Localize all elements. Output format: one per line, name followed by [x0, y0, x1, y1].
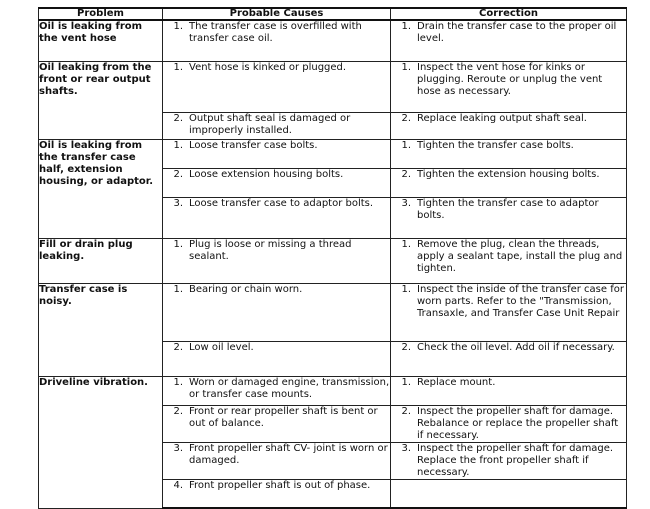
problem-cell: Oil is leaking from the transfer case half, extension housing, or adaptor. — [39, 139, 163, 238]
correction-number: 2. — [401, 112, 411, 124]
correction-number: 3. — [401, 197, 411, 209]
correction-cell — [391, 376, 627, 405]
correction-item — [391, 406, 626, 442]
correction-cell — [391, 341, 627, 376]
header-correction: Correction — [391, 8, 627, 20]
correction-number: 1. — [401, 283, 411, 295]
cause-cell — [163, 20, 391, 61]
cause-number: 2. — [173, 112, 183, 124]
cause-item — [163, 342, 390, 354]
cause-text: Front propeller shaft CV- joint is worn or damaged. — [189, 442, 388, 466]
cause-cell — [163, 61, 391, 112]
correction-cell — [391, 197, 627, 238]
cause-number: 4. — [173, 479, 183, 491]
correction-item — [391, 342, 626, 354]
cause-item — [163, 140, 390, 152]
cause-text: Loose transfer case to adaptor bolts. — [189, 197, 374, 209]
problem-cell: Fill or drain plug leaking. — [39, 238, 163, 283]
correction-text: Remove the plug, clean the threads, apply a sealant tape, install the plug and tighten. — [417, 238, 623, 274]
problem-cell: Driveline vibration. — [39, 376, 163, 508]
correction-text: Inspect the propeller shaft for damage. Replace the front propeller shaft if necessary. — [417, 442, 614, 478]
cause-text: Vent hose is kinked or plugged. — [189, 61, 347, 73]
cause-text: Loose extension housing bolts. — [189, 168, 344, 180]
header-probable-causes: Probable Causes — [163, 8, 391, 20]
correction-cell — [391, 139, 627, 168]
correction-number: 2. — [401, 168, 411, 180]
troubleshooting-table — [38, 7, 627, 509]
table-row — [39, 283, 627, 341]
table-row — [39, 376, 627, 405]
table-row — [39, 238, 627, 283]
cause-cell — [163, 112, 391, 139]
correction-item — [391, 113, 626, 125]
correction-item — [391, 443, 626, 479]
correction-cell — [391, 442, 627, 479]
correction-cell — [391, 405, 627, 442]
cause-text: Output shaft seal is damaged or improperly installed. — [189, 112, 351, 136]
cause-text: Low oil level. — [189, 341, 254, 353]
cause-cell — [163, 283, 391, 341]
cause-number: 2. — [173, 405, 183, 417]
correction-number: 1. — [401, 139, 411, 151]
cause-text: Front or rear propeller shaft is bent or out of balance. — [189, 405, 378, 429]
cause-text: The transfer case is overfilled with transfer case oil. — [189, 21, 362, 44]
cause-cell — [163, 405, 391, 442]
correction-cell — [391, 238, 627, 283]
table-row — [39, 20, 627, 61]
cause-cell — [163, 168, 391, 197]
table-header-row — [39, 8, 627, 20]
problem-cell: Oil leaking from the front or rear output shafts. — [39, 61, 163, 139]
correction-item — [391, 377, 626, 389]
correction-item — [391, 62, 626, 98]
correction-text: Inspect the inside of the transfer case for worn parts. Refer to the "Transmission, Transaxle, and Transfer Case Unit Repair — [417, 283, 624, 319]
correction-text: Tighten the transfer case to adaptor bolts. — [417, 197, 599, 221]
cause-number: 3. — [173, 442, 183, 454]
cause-item — [163, 443, 390, 467]
correction-cell — [391, 283, 627, 341]
cause-item — [163, 169, 390, 181]
cause-cell — [163, 238, 391, 283]
correction-number: 1. — [401, 376, 411, 388]
problem-cell: Oil is leaking from the vent hose — [39, 20, 163, 61]
cause-item — [163, 198, 390, 210]
cause-item — [163, 406, 390, 430]
correction-item — [391, 284, 626, 320]
cause-item — [163, 284, 390, 296]
cause-cell — [163, 479, 391, 508]
correction-text: Tighten the transfer case bolts. — [417, 139, 574, 151]
cause-number: 1. — [173, 238, 183, 250]
correction-number: 1. — [401, 21, 411, 32]
table-body — [39, 20, 627, 508]
correction-cell — [391, 20, 627, 61]
cause-cell — [163, 376, 391, 405]
cause-number: 2. — [173, 168, 183, 180]
correction-text: Drain the transfer case to the proper oil level. — [417, 21, 617, 44]
correction-cell — [391, 61, 627, 112]
cause-number: 2. — [173, 341, 183, 353]
correction-item — [391, 198, 626, 222]
correction-number: 2. — [401, 341, 411, 353]
correction-number: 1. — [401, 61, 411, 73]
table-row — [39, 61, 627, 112]
cause-text: Bearing or chain worn. — [189, 283, 303, 295]
cause-number: 1. — [173, 61, 183, 73]
cause-cell — [163, 341, 391, 376]
cause-cell — [163, 442, 391, 479]
cause-item — [163, 239, 390, 263]
cause-number: 1. — [173, 139, 183, 151]
cause-number: 3. — [173, 197, 183, 209]
cause-item — [163, 21, 390, 45]
correction-text: Replace mount. — [417, 376, 496, 388]
correction-item — [391, 140, 626, 152]
correction-number: 2. — [401, 405, 411, 417]
table-row — [39, 139, 627, 168]
correction-text: Inspect the propeller shaft for damage. Rebalance or replace the propeller shaft if necessary. — [417, 405, 619, 441]
correction-text: Replace leaking output shaft seal. — [417, 112, 587, 124]
cause-number: 1. — [173, 21, 183, 32]
cause-text: Plug is loose or missing a thread sealant. — [189, 238, 352, 262]
cause-number: 1. — [173, 283, 183, 295]
cause-item — [163, 480, 390, 492]
correction-item — [391, 239, 626, 275]
correction-number: 3. — [401, 442, 411, 454]
cause-text: Loose transfer case bolts. — [189, 139, 318, 151]
correction-item — [391, 21, 626, 45]
problem-cell: Transfer case is noisy. — [39, 283, 163, 376]
cause-item — [163, 113, 390, 137]
correction-item — [391, 169, 626, 181]
cause-text: Front propeller shaft is out of phase. — [189, 479, 371, 491]
correction-number: 1. — [401, 238, 411, 250]
cause-item — [163, 377, 390, 401]
correction-cell — [391, 168, 627, 197]
correction-cell — [391, 112, 627, 139]
correction-text: Check the oil level. Add oil if necessary. — [417, 341, 615, 353]
correction-cell — [391, 479, 627, 508]
correction-text: Inspect the vent hose for kinks or plugging. Reroute or unplug the vent hose as necessary. — [417, 61, 603, 97]
header-problem: Problem — [39, 8, 163, 20]
cause-cell — [163, 139, 391, 168]
correction-text: Tighten the extension housing bolts. — [417, 168, 600, 180]
cause-item — [163, 62, 390, 74]
cause-number: 1. — [173, 376, 183, 388]
cause-cell — [163, 197, 391, 238]
cause-text: Worn or damaged engine, transmission, or transfer case mounts. — [189, 376, 390, 400]
